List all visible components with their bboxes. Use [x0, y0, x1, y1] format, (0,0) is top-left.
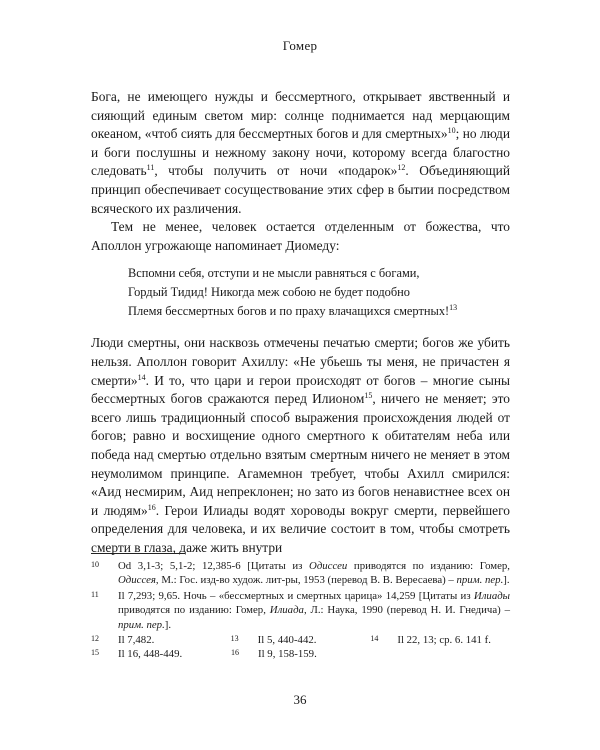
footnote-11 [91, 589, 510, 632]
footnote-text: Od 3,1-3; 5,1-2; 12,385-6 [Цитаты из Одиссеи приводятся по изданию: Гомер, Одиссея, М.: Гос. изд-во худож. лит-ры, 1953 (перевод В. В. Вересаева) – прим. пер.]. [118, 560, 510, 587]
footnote-row-2 [91, 647, 510, 661]
footnote-16 [231, 647, 371, 661]
footnote-ref-15[interactable]: 15 [364, 391, 373, 401]
page-number: 36 [293, 692, 307, 707]
footnote-text: Il 7,293; 9,65. Ночь – «бессмертных и смертных царица» 14,259 [Цитаты из Илиады приводятся по изданию: Гомер, Илиада, Л.: Наука, 1990 (перевод Н. И. Гнедича) – прим. пер.]. [118, 589, 510, 631]
running-header: Гомер [282, 38, 318, 53]
footnote-number: 13 [230, 634, 239, 644]
footnote-number: 16 [231, 648, 239, 658]
paragraph-1: Бога, не имеющего нужды и бессмертного, открывает явственный и сияющий единым светом мир: солнце поднимается над мерцающим океаном, «чтоб сиять для бессмертных богов и для смертных»$^{10}$; но люди и боги послушны и нежному закону ночи, которому всегда благостно следовать$^{11}$, чтобы получить от ночи «подарок»$^{12}$. Объединяющий принцип обеспечивает сосуществование этих сфер в бытии посредством всяческого их различения. [91, 89, 510, 216]
footnote-15 [91, 647, 231, 661]
paragraph-2: Тем не менее, человек остается отделенным от божества, что Аполлон угрожающе напоминает Диомеду: [91, 219, 510, 253]
verse-line-1: Вспомни себя, отступи и не мысли равняться с богами, [128, 266, 420, 281]
footnote-text: Il 16, 448-449. [118, 648, 183, 661]
footnote-text: Il 9, 158-159. [258, 648, 317, 661]
footnote-text: Il 22, 13; ср. 6. 141 f. [397, 634, 491, 647]
footnote-ref-11[interactable]: 11 [146, 163, 155, 173]
main-text [91, 88, 510, 557]
footnote-14 [370, 633, 510, 647]
verse-line-3: Племя бессмертных богов и по праху влачащихся смертных!$^{13}$ [128, 303, 458, 319]
footnote-ref-14[interactable]: 14 [137, 372, 146, 382]
footnotes [91, 559, 510, 662]
footnote-12 [91, 633, 231, 647]
paragraph-3: Люди смертны, они насквозь отмечены печатью смерти; богов же убить нельзя. Аполлон говорит Ахиллу: «Не убьешь ты меня, не причастен я смерти»$^{14}$. И то, что цари и герои происходят от богов – многие сыны бессмертных богов сражаются перед Илионом$^{15}$, ничего не меняет; это всего лишь традиционный способ выражения происхождения людей от богов; равно и восхищение одного смертного к обитателям неба или победа над смертью отдельно взятым смертным ничего не меняет в этом неумолимом принципе. Агамемнон требует, чтобы Ахилл смирился: «Аид несмирим, Аид непреклонен; но зато из богов ненавистнее всех он и людям»$^{16}$. Герои Илиады водят хороводы вокруг смерти, первейшего определения для человека, и их величие состоит в том, чтобы смотреть смерти в глаза, даже жить внутри [91, 335, 510, 555]
verse-line-2: Гордый Тидид! Никогда меж собою не будет подобно [128, 285, 410, 300]
footnote-divider [91, 553, 185, 554]
footnote-13 [231, 633, 371, 647]
footnote-text: Il 5, 440-442. [257, 634, 317, 647]
verse-quote [128, 264, 510, 321]
footnote-number: 15 [91, 648, 99, 658]
footnote-number: 12 [91, 634, 99, 644]
footnote-10 [91, 559, 510, 588]
footnote-number: 10 [91, 560, 99, 569]
footnote-number: 14 [370, 634, 379, 644]
footnote-row-1 [91, 633, 510, 647]
footnote-ref-16[interactable]: 16 [147, 502, 156, 512]
footnote-text: Il 7,482. [118, 634, 155, 647]
footnote-number: 11 [91, 589, 99, 599]
footnote-ref-10[interactable]: 10 [447, 126, 456, 136]
footnote-ref-13[interactable]: 13 [449, 303, 458, 313]
footnote-ref-12[interactable]: 12 [397, 163, 406, 173]
